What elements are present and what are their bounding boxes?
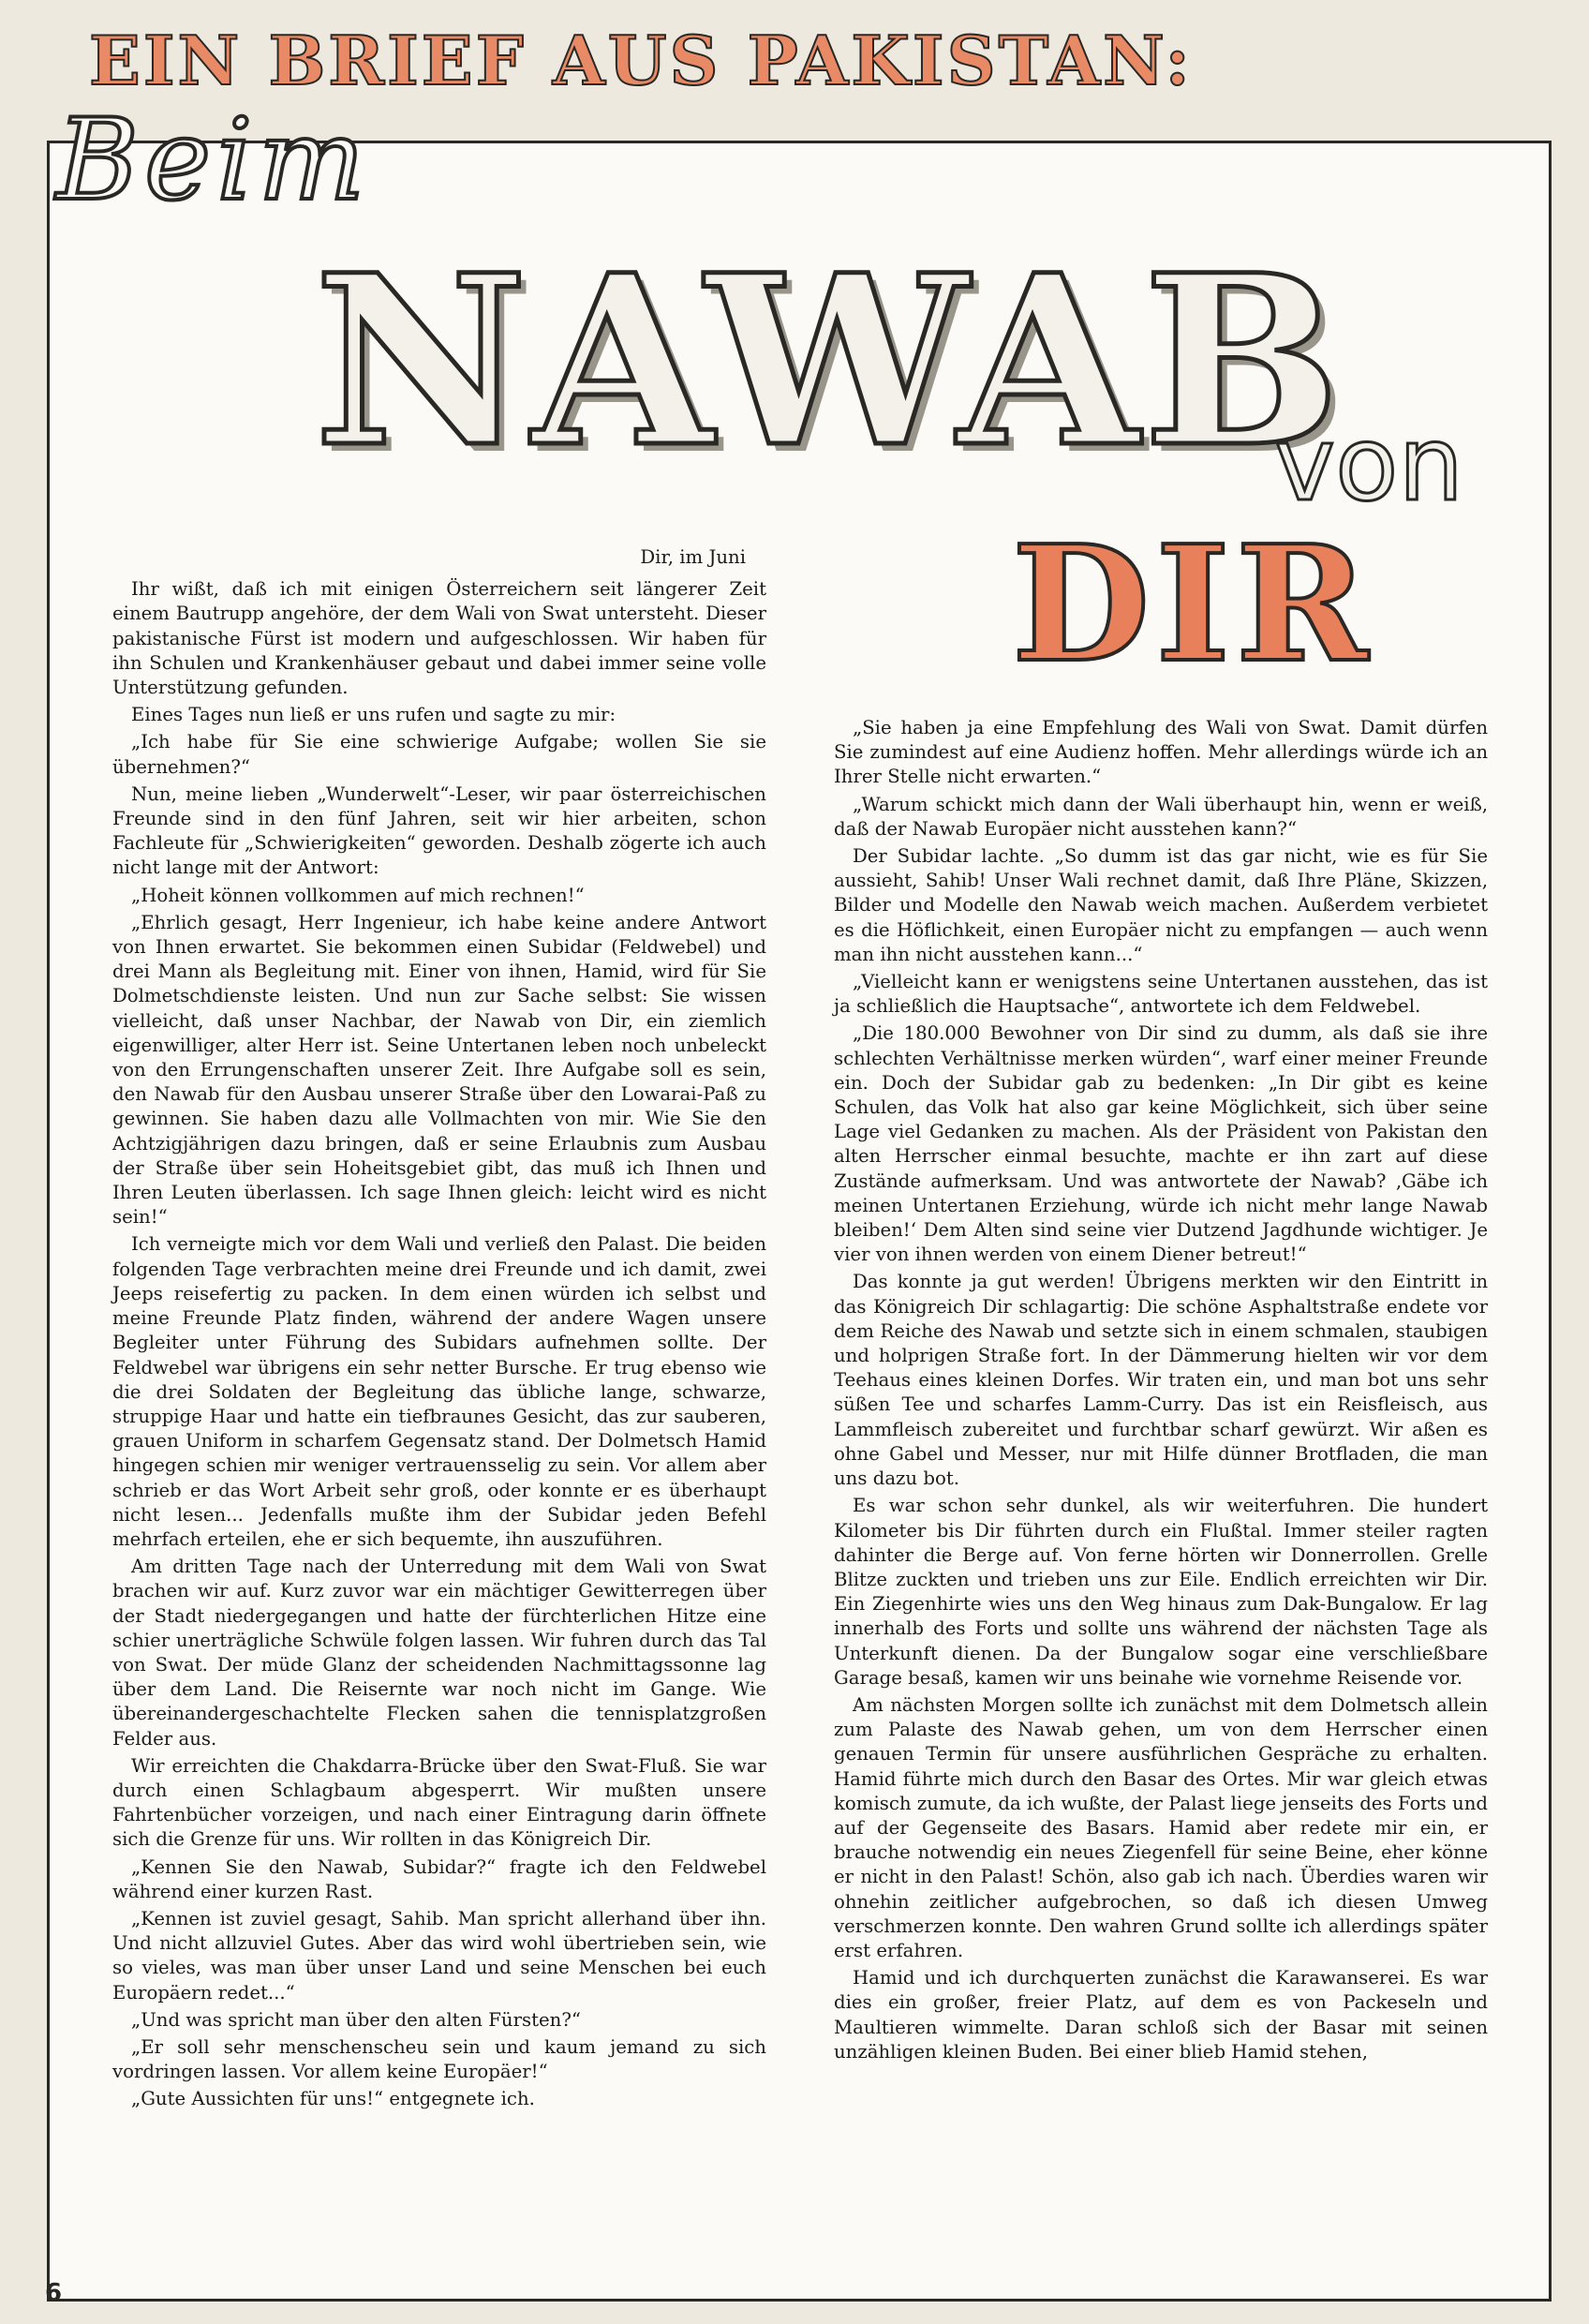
paragraph: „Ich habe für Sie eine schwierige Aufgabe; wollen Sie sie übernehmen?“ bbox=[112, 731, 766, 778]
paragraph: „Kennen Sie den Nawab, Subidar?“ fragte ich den Feldwebel während einer kurzen Rast. bbox=[112, 1855, 766, 1902]
paragraph: Der Subidar lachte. „So dumm ist das gar nicht, wie es für Sie aussieht, Sahib! Unser Wali rechnet damit, daß Ihre Pläne, Skizzen, Bilder und Modelle den Nawab weich machen. Außerdem verbietet es die Höflichkeit, einen Europäer nicht zu empfangen — auch wenn man ihn nicht ausstehen kann...“ bbox=[834, 845, 1488, 965]
paragraph: „Und was spricht man über den alten Fürsten?“ bbox=[131, 2008, 581, 2031]
paragraph: Wir erreichten die Chakdarra-Brücke über den Swat-Fluß. Sie war durch einen Schlagbaum abgesperrt. Wir mußten unsere Fahrtenbücher vorzeigen, und nach einer Eintragung darin öffnete sich die Grenze für uns. Wir rollten in das Königreich Dir. bbox=[112, 1754, 766, 1851]
paragraph: „Warum schickt mich dann der Wali überhaupt hin, wenn er weiß, daß der Nawab Europäer nicht ausstehen kann?“ bbox=[834, 793, 1488, 840]
paragraph: „Hoheit können vollkommen auf mich rechnen!“ bbox=[131, 884, 585, 906]
paragraph: Das konnte ja gut werden! Übrigens merkten wir den Eintritt in das Königreich Dir schlagartig: Die schöne Asphaltstraße endete vor dem Reiche des Nawab und setzte sich in einem schmalen, staubigen und holprigen Straße fort. In der Dämmerung hielten wir vor dem Teehaus eines kleinen Dorfes. Wir traten ein, und man bot uns sehr süßen Tee und scharfes Lamm-Curry. Das ist ein Reisfleisch, aus Lammfleisch zubereitet und furchtbar scharf gewürzt. Wir aßen es ohne Gabel und Messer, nur mit Hilfe dünner Brotfladen, die man uns dazu bot. bbox=[834, 1271, 1488, 1490]
paragraph: Es war schon sehr dunkel, als wir weiterfuhren. Die hundert Kilometer bis Dir führten durch ein Flußtal. Immer steiler ragten dahinter die Berge auf. Von ferne hörten wir Donnerrollen. Grelle Blitze zuckten und trieben uns zur Eile. Endlich erreichten wir Dir. Ein Ziegenhirte wies uns den Weg hinaus zum Dak-Bungalow. Er lag innerhalb des Forts und sollte uns während der nächsten Tage als Unterkunft dienen. Da der Bungalow sogar eine verschließbare Garage besaß, kamen wir uns beinahe wie vornehme Reisende vor. bbox=[834, 1495, 1488, 1689]
dateline: Dir, im Juni bbox=[640, 546, 746, 568]
paragraph: Am dritten Tage nach der Unterredung mit dem Wali von Swat brachen wir auf. Kurz zuvor war ein mächtiger Gewitterregen über der Stadt niedergegangen und hatte der fürchterlichen Hitze eine schier unerträgliche Schwüle folgen lassen. Wir fuhren durch das Tal von Swat. Der müde Glanz der scheidenden Nachmittagssonne lag über dem Land. Die Reisernte war noch nicht im Gange. Wie übereinandergeschachtelte Flecken sahen die tennisplatzgroßen Felder aus. bbox=[112, 1556, 766, 1750]
paragraph: „Die 180.000 Bewohner von Dir sind zu dumm, als daß sie ihre schlechten Verhältnisse merken würden“, warf einer meiner Freunde ein. Doch der Subidar gab zu bedenken: „In Dir gibt es keine Schulen, das Volk hat also gar keine Möglichkeit, sich über seine Lage viel Gedanken zu machen. Als der Präsident von Pakistan den alten Herrscher einmal besuchte, machte er ihn zart auf diese Zustände aufmerksam. Und was antwortete der Nawab? ‚Gäbe ich meinen Untertanen Erziehung, würde ich nicht mehr lange Nawab bleiben!‘ Dem Alten sind seine vier Dutzend Jagdhunde wichtiger. Je vier von ihnen werden von einem Diener betreut!“ bbox=[834, 1022, 1488, 1266]
paragraph: „Ehrlich gesagt, Herr Ingenieur, ich habe keine andere Antwort von Ihnen erwartet. Sie bekommen einen Subidar (Feldwebel) und drei Mann als Begleitung mit. Einer von ihnen, Hamid, wird für Sie Dolmetschdienste leisten. Und nun zur Sache selbst: Sie wissen vielleicht, daß unser Nachbar, der Nawab von Dir, ein ziemlich eigenwilliger, alter Herr ist. Seine Untertanen leben noch unbeleckt von den Errungenschaften unserer Zeit. Ihre Aufgabe soll es sein, den Nawab für den Ausbau unserer Straße über den Lowarai-Paß zu gewinnen. Sie haben dazu alle Vollmachten von mir. Wie Sie den Achtzigjährigen dazu bringen, daß er seine Erlaubnis zum Ausbau der Straße über sein Hoheitsgebiet gibt, das muß ich Ihnen und Ihren Leuten überlassen. Ich sage Ihnen gleich: leicht wird es nicht sein!“ bbox=[112, 911, 766, 1229]
paragraph: Hamid und ich durchquerten zunächst die Karawanserei. Es war dies ein großer, freier Platz, auf dem es von Packeseln und Maultieren wimmelte. Daran schloß sich der Basar mit seinen unzähligen kleinen Buden. Bei einer blieb Hamid stehen, bbox=[834, 1967, 1488, 2063]
paragraph: „Kennen ist zuviel gesagt, Sahib. Man spricht allerhand über ihn. Und nicht allzuviel Gutes. Aber das wird wohl übertrieben sein, wie so vieles, was man über unser Land und seine Menschen bei euch Europäern redet...“ bbox=[112, 1907, 766, 2004]
paragraph: „Sie haben ja eine Empfehlung des Wali von Swat. Damit dürfen Sie zumindest auf eine Audienz hoffen. Mehr allerdings würde ich an Ihrer Stelle nicht erwarten.“ bbox=[834, 717, 1488, 788]
paragraph: Eines Tages nun ließ er uns rufen und sagte zu mir: bbox=[131, 704, 616, 726]
title-von: von bbox=[1274, 404, 1464, 524]
title-nawab: NAWAB bbox=[314, 223, 1345, 499]
paragraph: „Er soll sehr menschenscheu sein und kaum jemand zu sich vordringen lassen. Vor allem keine Europäer!“ bbox=[112, 2035, 766, 2083]
paragraph: Ich verneigte mich vor dem Wali und verließ den Palast. Die beiden folgenden Tage verbrachten meine drei Freunde und ich damit, zwei Jeeps reisefertig zu packen. In dem einen würden ich selbst und meine Freunde Platz finden, während der andere Wagen unsere Begleiter unter Führung des Subidars aufnehmen sollte. Der Feldwebel war übrigens ein sehr netter Bursche. Er trug ebenso wie die drei Soldaten der Begleitung das übliche lange, schwarze, struppige Haar und hatte ein tiefbraunes Gesicht, das zur sauberen, grauen Uniform in scharfem Gegensatz stand. Der Dolmetsch Hamid hingegen schien mir weniger vertrauensselig zu sein. Vor allem aber schrieb er das Wort Arbeit sehr groß, oder konnte er es überhaupt nicht lesen... Jedenfalls mußte ihm der Subidar jeden Befehl mehrfach erteilen, ehe er sich bequemte, ihn auszuführen. bbox=[112, 1233, 766, 1550]
kicker-headline: EIN BRIEF AUS PAKISTAN: bbox=[89, 21, 1193, 100]
paragraph: „Gute Aussichten für uns!“ entgegnete ich. bbox=[131, 2088, 535, 2110]
paragraph: Nun, meine lieben „Wunderwelt“-Leser, wir paar österreichischen Freunde sind in den fünf Jahren, seit wir hier arbeiten, schon Fachleute für „Schwierigkeiten“ geworden. Deshalb zögerte ich auch nicht lange mit der Antwort: bbox=[112, 782, 766, 879]
title-beim: Beim bbox=[56, 96, 371, 226]
paragraph: „Vielleicht kann er wenigstens seine Untertanen ausstehen, das ist ja schließlich die Hauptsache“, antwortete ich dem Feldwebel. bbox=[834, 971, 1488, 1018]
paragraph: Ihr wißt, daß ich mit einigen Österreichern seit längerer Zeit einem Bautrupp angehöre, der dem Wali von Swat untersteht. Dieser pakistanische Fürst ist modern und aufgeschlossen. Wir haben für ihn Schulen und Krankenhäuser gebaut und dabei immer seine volle Unterstützung gefunden. bbox=[112, 578, 766, 699]
title-dir: DIR bbox=[1012, 511, 1374, 698]
right-column bbox=[834, 716, 1488, 2067]
left-column bbox=[112, 545, 766, 2115]
page-number: 6 bbox=[45, 2279, 63, 2307]
paragraph: Am nächsten Morgen sollte ich zunächst mit dem Dolmetsch allein zum Palaste des Nawab gehen, um von dem Herrscher einen genauen Termin für unsere ausführlichen Gespräche zu erhalten. Hamid führte mich durch den Basar des Ortes. Mir war gleich etwas komisch zumute, da ich wußte, der Palast liege jenseits des Forts und auf der Gegenseite des Basars. Hamid aber redete mir ein, er brauche notwendig ein neues Ziegenfell für seine Beine, eher könne er nicht in den Palast! Schön, also gab ich nach. Überdies waren wir ohnehin zeitlicher aufgebrochen, so daß ich diesen Umweg verschmerzen konnte. Den wahren Grund sollte ich allerdings später erst erfahren. bbox=[834, 1693, 1488, 1961]
